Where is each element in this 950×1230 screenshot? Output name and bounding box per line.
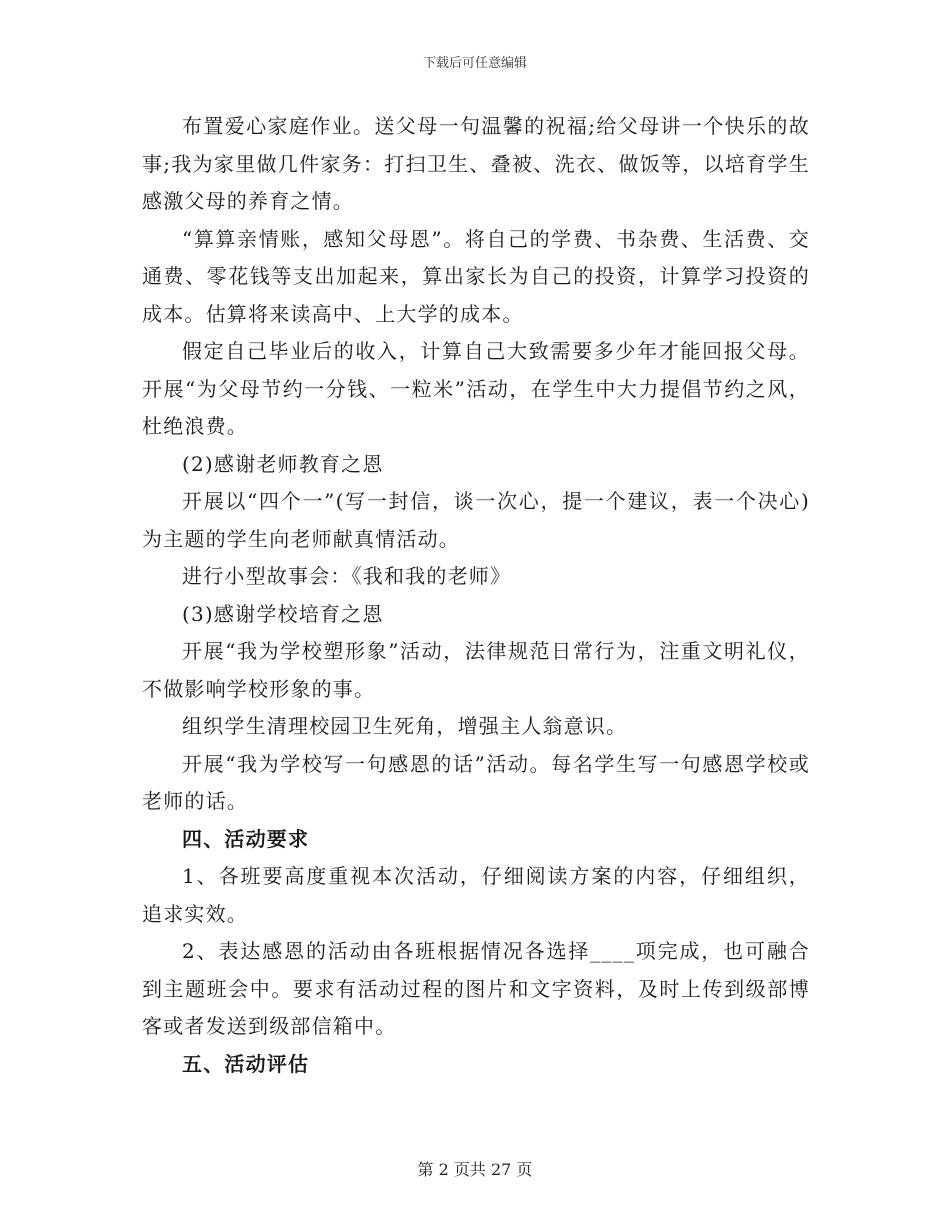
paragraph: 开展以“四个一”(写一封信，谈一次心，提一个建议，表一个决心)为主题的学生向老师献真情活动。 (142, 489, 810, 551)
page-header: 下载后可任意编辑 (422, 56, 527, 71)
paragraph: 假定自己毕业后的收入，计算自己大致需要多少年才能回报父母。开展“为父母节约一分钱、一粒米”活动，在学生中大力提倡节约之风，杜绝浪费。 (142, 339, 810, 438)
section-heading: 五、活动评估 (182, 1051, 310, 1076)
paragraph: 开展“我为学校写一句感恩的话”活动。每名学生写一句感恩学校或老师的话。 (142, 751, 810, 813)
paragraph: 2、表达感恩的活动由各班根据情况各选择____项完成，也可融合到主题班会中。要求有活动过程的图片和文字资料，及时上传到级部博客或者发送到级部信箱中。 (142, 939, 810, 1038)
subsection-title: (2)感谢老师教育之恩 (182, 451, 384, 476)
paragraph: 进行小型故事会：《我和我的老师》 (182, 564, 512, 588)
paragraph: 布置爱心家庭作业。送父母一句温馨的祝福;给父母讲一个快乐的故事;我为家里做几件家务：打扫卫生、叠被、洗衣、做饭等，以培育学生感激父母的养育之情。 (142, 114, 810, 213)
document-body (142, 108, 810, 1083)
subsection-title: (3)感谢学校培育之恩 (182, 601, 384, 626)
paragraph: 组织学生清理校园卫生死角，增强主人翁意识。 (182, 714, 628, 738)
paragraph: “算算亲情账，感知父母恩”。将自己的学费、书杂费、生活费、交通费、零花钱等支出加起来，算出家长为自己的投资，计算学习投资的成本。估算将来读高中、上大学的成本。 (142, 226, 810, 326)
section-heading: 四、活动要求 (182, 826, 310, 851)
paragraph: 开展“我为学校塑形象”活动，法律规范日常行为，注重文明礼仪，不做影响学校形象的事。 (142, 639, 810, 701)
paragraph: 1、各班要高度重视本次活动，仔细阅读方案的内容，仔细组织，追求实效。 (142, 864, 810, 926)
page-number: 第 2 页共 27 页 (417, 1160, 533, 1179)
